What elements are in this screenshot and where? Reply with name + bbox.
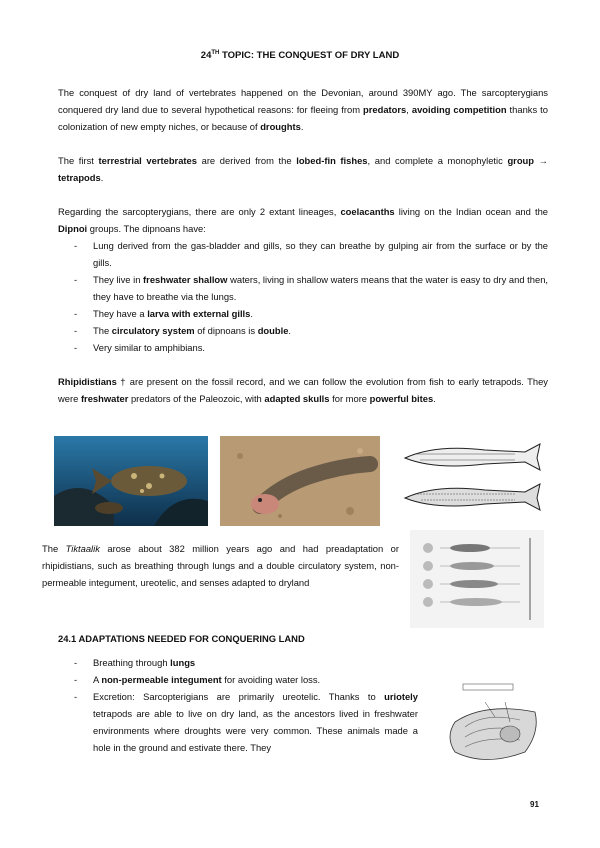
list-item: - The circulatory system of dipnoans is double.	[58, 322, 548, 339]
page-number: 91	[530, 800, 539, 809]
tetrapods-paragraph: The first terrestrial vertebrates are derived from the lobed-fin fishes, and complete a monophyletic group → tetrapods.	[58, 155, 548, 183]
list-item: - Excretion: Sarcopterigians are primarily ureotelic. Thanks to uriotely tetrapods are able to live on dry land, as the ancestors lived in freshwater environments where droughts were very common. These animals made a hole in the ground and estivate there. They	[58, 688, 418, 756]
sarcopterygians-paragraph: Regarding the sarcopterygians, there are only 2 extant lineages, coelacanths living on the Indian ocean and the Dipnoi groups. The dipnoans have:	[58, 206, 548, 234]
rhipidistians-paragraph: Rhipidistians † are present on the fossil record, and we can follow the evolution from fish to early tetrapods. They were freshwater predators of the Paleozoic, with adapted skulls for more powerful bites.	[58, 376, 548, 404]
dipnoans-list	[58, 237, 548, 356]
adaptations-list	[58, 654, 418, 756]
section-heading: 24.1 ADAPTATIONS NEEDED FOR CONQUERING LAND	[58, 633, 305, 644]
tiktaalik-paragraph: The Tiktaalik arose about 382 million years ago and had preadaptation or rhipidistians, such as breathing through lungs and a double circulatory system, non-permeable integument, ureotelic, and senses adapted to dryland	[42, 543, 399, 588]
list-item: - Very similar to amphibians.	[58, 339, 548, 356]
list-item: - Lung derived from the gas-bladder and gills, so they can breathe by gulping air from the surface or by the gills.	[58, 237, 548, 271]
list-item: - They have a larva with external gills.	[58, 305, 548, 322]
fish-to-tetrapod-diagram	[410, 530, 544, 628]
list-item: - They live in freshwater shallow waters, living in shallow waters means that the water is easy to dry and then, they have to breathe via the lungs.	[58, 271, 548, 305]
page-title: 24TH TOPIC: THE CONQUEST OF DRY LAND	[200, 50, 400, 62]
skull-anatomy-diagram	[425, 682, 545, 774]
rhipidistian-drawings	[395, 436, 545, 526]
lungfish-photo	[220, 436, 380, 526]
list-item: - A non-permeable integument for avoiding water loss.	[58, 671, 418, 688]
intro-paragraph: The conquest of dry land of vertebrates happened on the Devonian, around 390MY ago. The sarcopterygians conquered dry land due to several hypothetical reasons: for fleeing from predators, avoiding competition thanks to colonization of new empty niches, or because of droughts.	[58, 87, 548, 132]
coelacanth-photo	[54, 436, 208, 526]
list-item: - Breathing through lungs	[58, 654, 418, 671]
